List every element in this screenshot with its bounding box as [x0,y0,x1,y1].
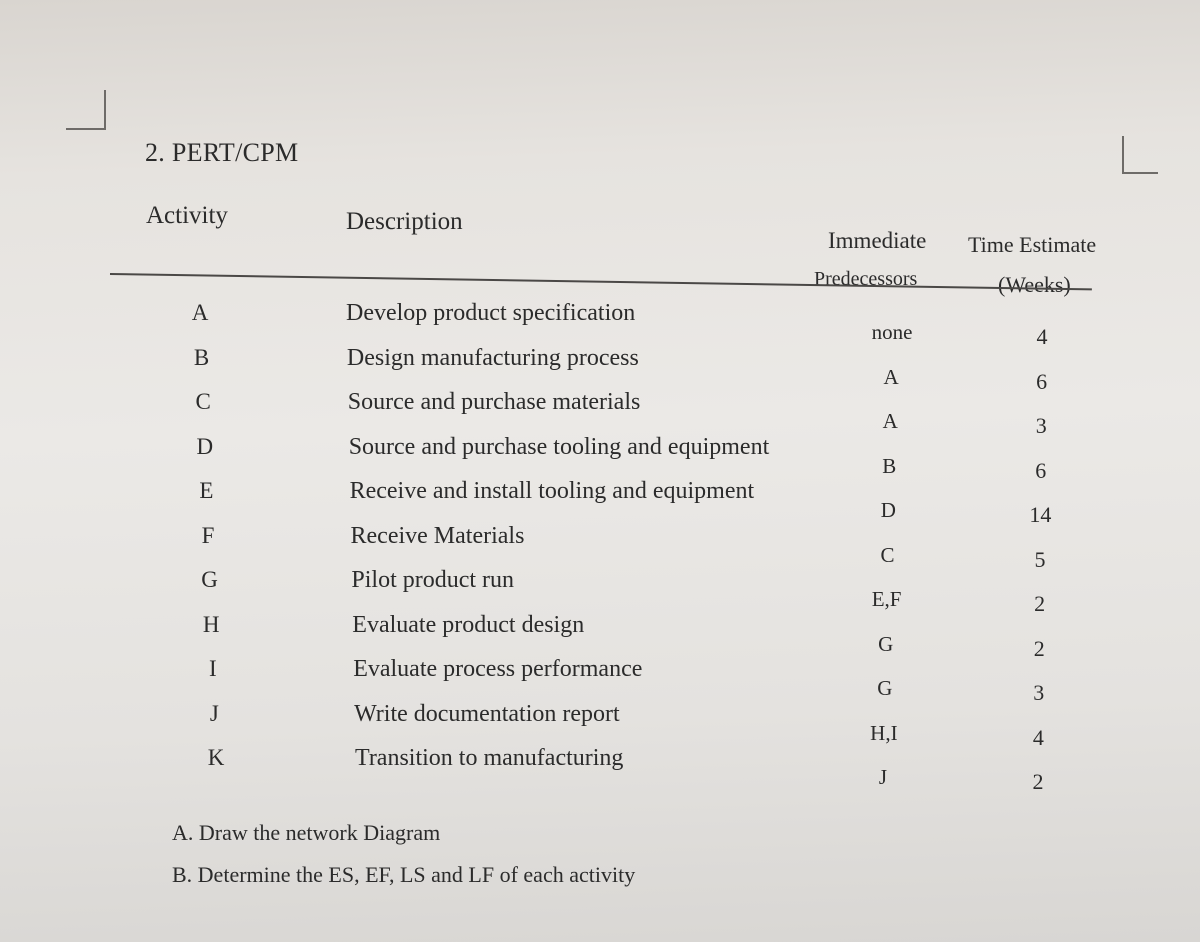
activity-cell: E [199,478,214,503]
description-cell: Evaluate process performance [353,656,643,682]
predecessors-cell: D [880,498,896,522]
description-cell: Pilot product run [351,567,515,593]
activity-cell: G [201,567,218,592]
time-cell: 14 [1029,502,1052,527]
predecessors-cell: A [883,364,899,389]
description-cell: Source and purchase tooling and equipment [348,433,770,460]
predecessors-cell: C [880,542,895,567]
predecessors-cell: E,F [871,587,902,611]
header-predecessors-line2: Predecessors [814,268,918,290]
crop-mark-top-right [1122,136,1158,174]
description-cell: Receive Materials [350,522,525,549]
description-cell: Source and purchase materials [347,389,641,415]
time-cell: 2 [1034,591,1046,616]
instruction-a: A. Draw the network Diagram [172,820,441,845]
activity-cell: A [191,300,209,325]
description-cell: Develop product specification [346,300,636,326]
activity-cell: J [209,700,219,726]
header-time-line2: (Weeks) [998,272,1071,297]
predecessors-cell: B [882,453,897,478]
header-time-line1: Time Estimate [968,232,1097,257]
description-cell: Receive and install tooling and equipment [349,478,755,504]
header-activity: Activity [146,202,228,229]
activity-cell: B [193,344,210,370]
predecessors-cell: none [871,320,913,344]
activity-cell: F [201,522,215,548]
time-cell: 6 [1036,368,1048,394]
activity-cell: I [208,656,217,681]
time-cell: 5 [1034,546,1046,572]
description-cell: Transition to manufacturing [355,745,624,771]
header-divider [110,273,1092,290]
instruction-b: B. Determine the ES, EF, LS and LF of each activity [172,862,636,887]
description-cell: Design manufacturing process [346,344,639,371]
time-cell: 4 [1032,724,1044,750]
time-cell: 6 [1035,457,1047,483]
predecessors-cell: H,I [870,720,898,745]
time-cell: 4 [1036,324,1048,349]
predecessors-cell: G [878,631,894,656]
predecessors-cell: G [877,676,893,700]
activity-cell: D [196,433,214,459]
description-cell: Write documentation report [354,700,620,727]
time-cell: 3 [1035,413,1047,438]
time-cell: 2 [1033,635,1045,661]
time-cell: 2 [1032,769,1044,794]
activity-cell: C [195,389,211,414]
section-title: 2. PERT/CPM [145,138,299,167]
predecessors-cell: J [878,765,888,789]
header-description: Description [346,208,463,235]
activity-cell: H [202,611,220,637]
crop-mark-top-left [66,90,106,130]
predecessors-cell: A [882,409,898,433]
activity-cell: K [207,745,225,770]
time-cell: 3 [1033,680,1045,705]
header-predecessors-line1: Immediate [828,228,927,253]
description-cell: Evaluate product design [352,611,585,638]
